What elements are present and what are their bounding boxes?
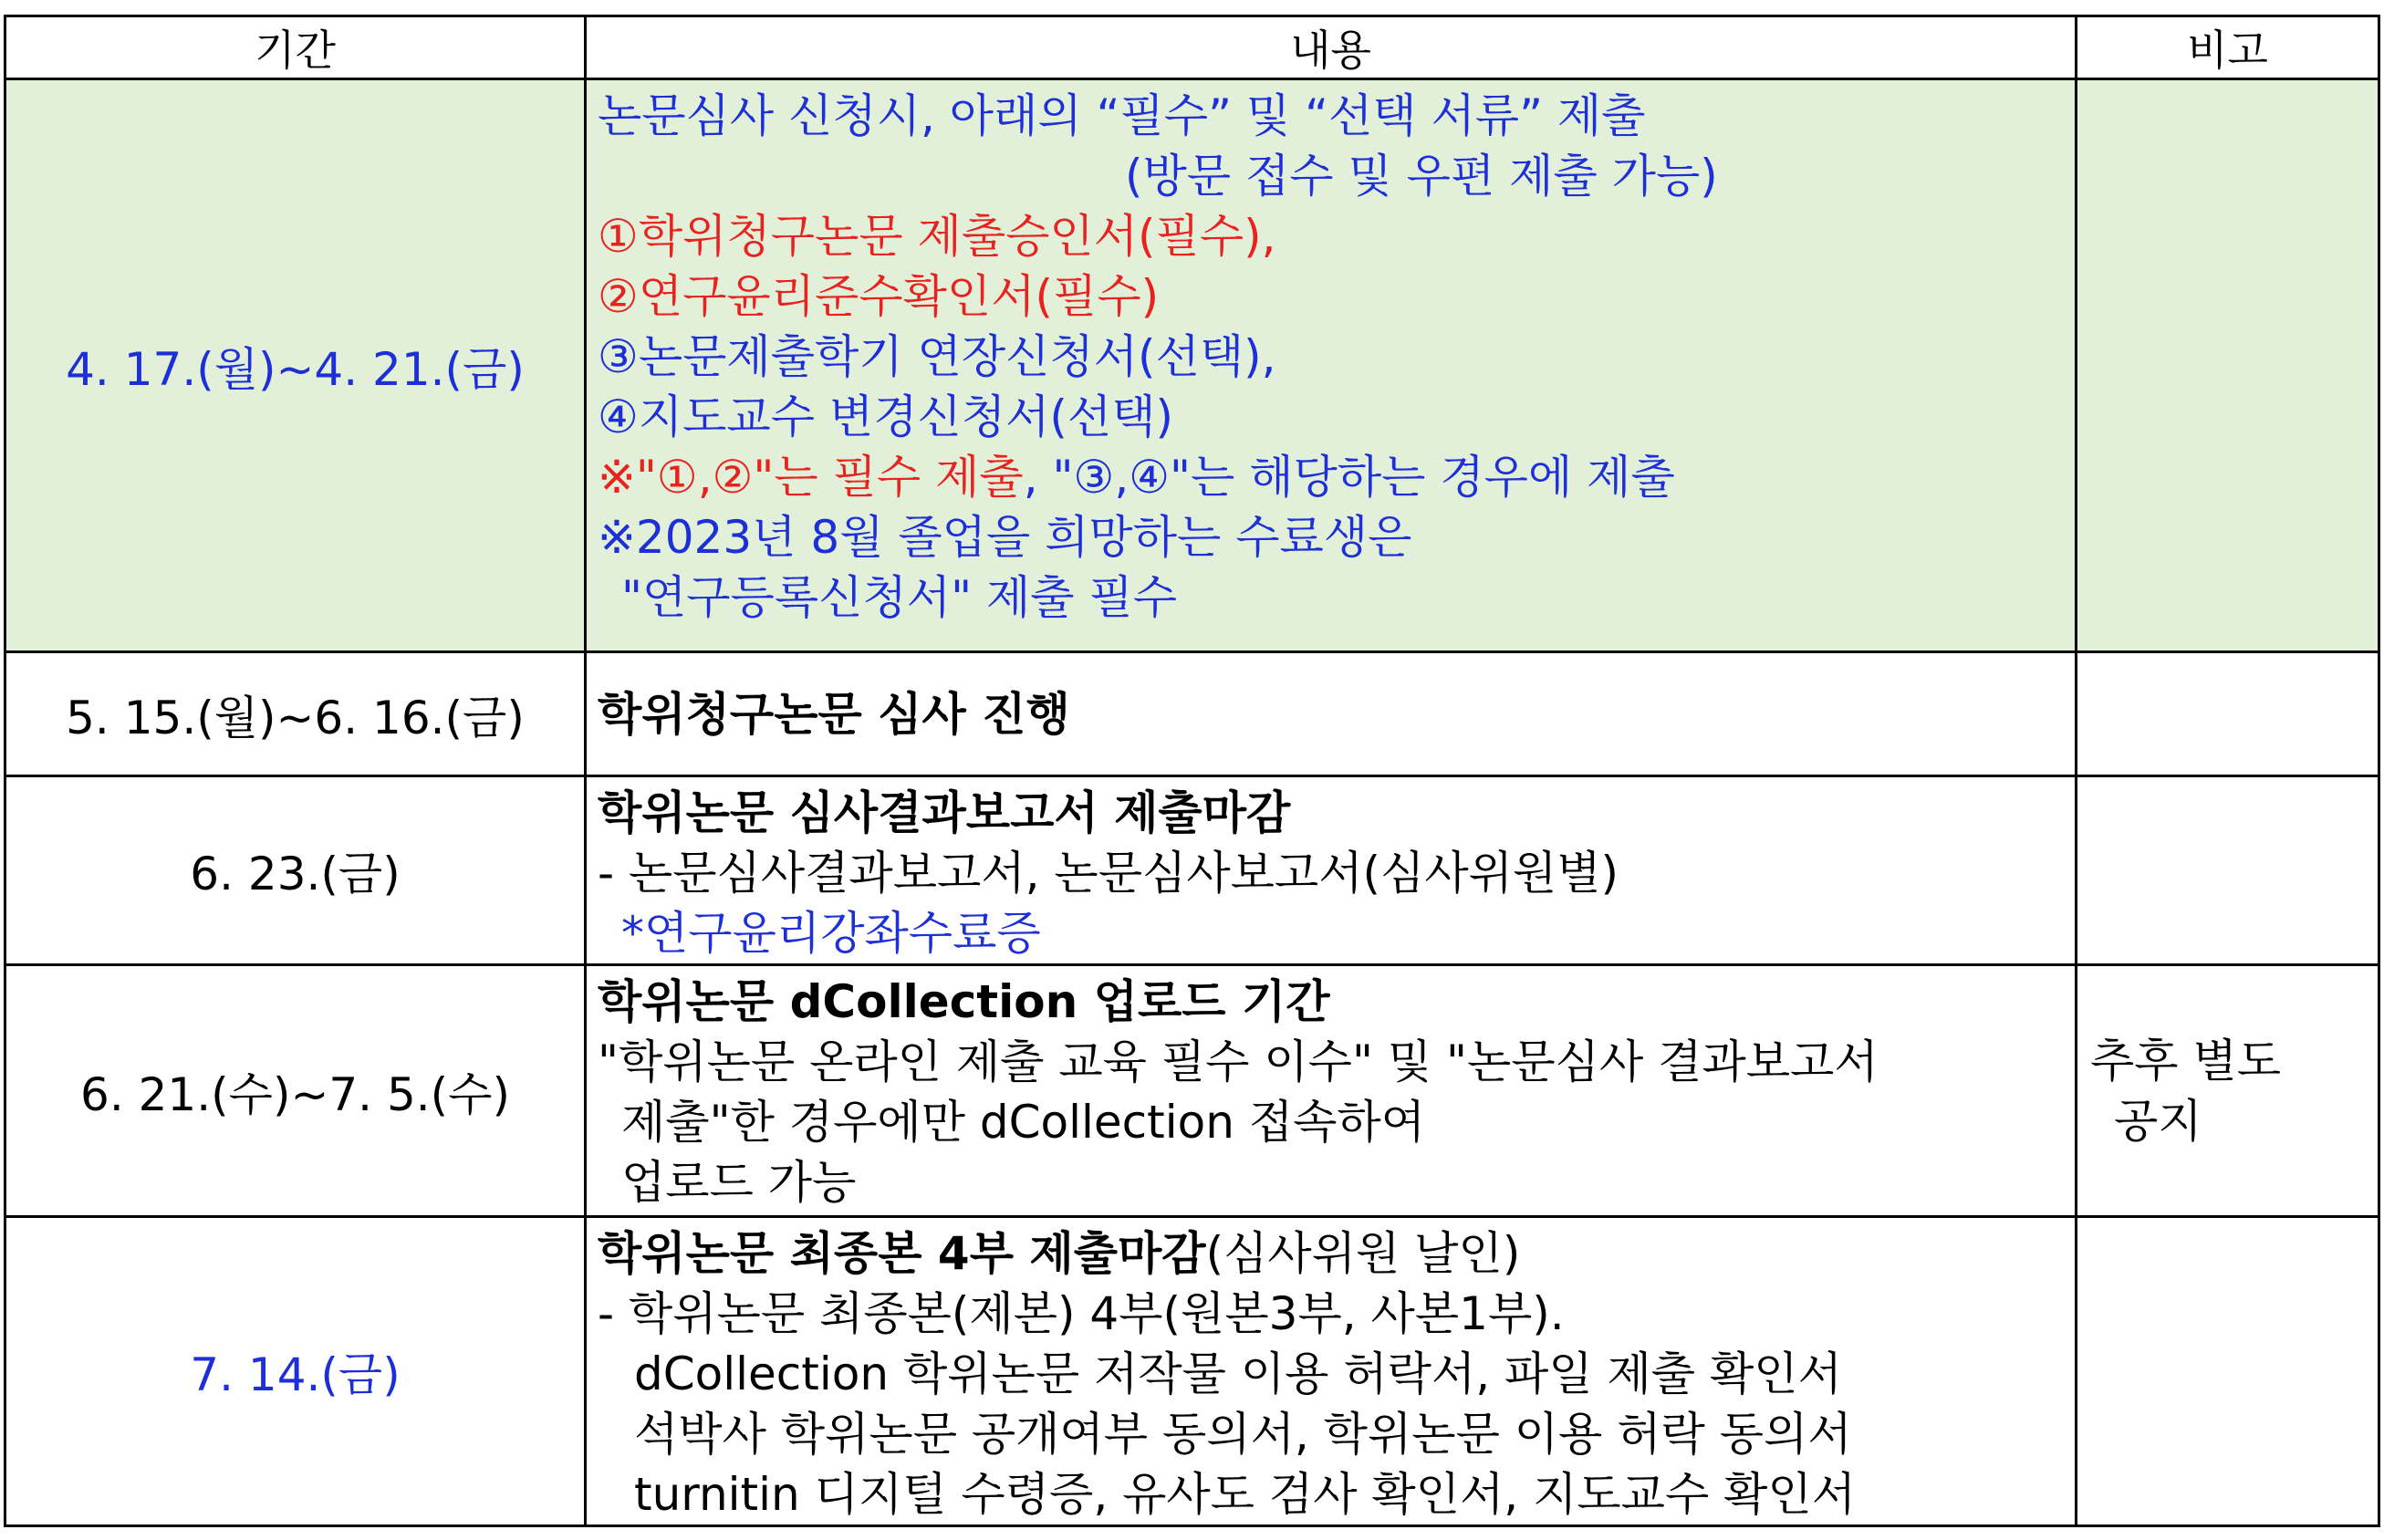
content-line: (방문 접수 및 우편 제출 가능)	[1125, 150, 1718, 203]
table-row	[5, 79, 2379, 652]
content-line: ④지도교수 변경신청서(선택)	[598, 390, 1174, 443]
header-row	[5, 16, 2379, 79]
content-line: 제출"한 경우에만 dCollection 접속하여	[621, 1096, 1426, 1149]
period-cell: 4. 17.(월)~4. 21.(금)	[5, 79, 586, 652]
note-line: 추후 별도	[2090, 1034, 2282, 1087]
schedule-table	[4, 15, 2380, 1527]
content-line	[598, 447, 2075, 507]
header-period: 기간	[5, 16, 586, 79]
content-cell	[586, 652, 2077, 776]
note-cell	[2077, 965, 2379, 1217]
optional-note: , "③,④"는 해당하는 경우에 제출	[1023, 451, 1675, 504]
content-line: ②연구윤리준수확인서(필수)	[598, 270, 1160, 323]
period-cell: 5. 15.(월)~6. 16.(금)	[5, 652, 586, 776]
header-note: 비고	[2077, 16, 2379, 79]
content-line: turnitin 디지털 수령증, 유사도 검사 확인서, 지도교수 확인서	[634, 1468, 1857, 1521]
content-line: 학위논문 심사결과보고서 제출마감	[598, 786, 1291, 839]
content-line: - 학위논문 최종본(제본) 4부(원본3부, 사본1부).	[598, 1287, 1565, 1340]
period-cell: 6. 23.(금)	[5, 776, 586, 965]
required-note: ※"①,②"는 필수 제출	[598, 451, 1024, 504]
content-line	[598, 1223, 2075, 1284]
final-title-note: (심사위원 날인)	[1205, 1227, 1521, 1280]
note-cell	[2077, 1217, 2379, 1526]
content-line: ③논문제출학기 연장신청서(선택),	[598, 330, 1276, 383]
content-line: 학위청구논문 심사 진행	[598, 687, 1070, 741]
table-row	[5, 776, 2379, 965]
content-line: ※2023년 8월 졸업을 희망하는 수료생은	[598, 511, 1412, 564]
content-line: - 논문심사결과보고서, 논문심사보고서(심사위원별)	[598, 847, 1619, 900]
content-line: *연구윤리강좌수료증	[621, 907, 1041, 960]
content-line: dCollection 학위논문 저작물 이용 허락서, 파일 제출 확인서	[634, 1348, 1842, 1400]
table-row	[5, 965, 2379, 1217]
content-line: 석박사 학위논문 공개여부 동의서, 학위논문 이용 허락 동의서	[634, 1408, 1852, 1461]
period-cell: 6. 21.(수)~7. 5.(수)	[5, 965, 586, 1217]
content-cell	[586, 1217, 2077, 1526]
table-row	[5, 652, 2379, 776]
content-cell	[586, 776, 2077, 965]
content-line: 업로드 가능	[621, 1156, 857, 1209]
note-cell	[2077, 652, 2379, 776]
note-cell	[2077, 79, 2379, 652]
content-line: ①학위청구논문 제출승인서(필수),	[598, 210, 1276, 263]
content-line: 논문심사 신청시, 아래의 “필수” 및 “선택 서류” 제출	[598, 89, 1646, 142]
period-cell: 7. 14.(금)	[5, 1217, 586, 1526]
content-cell	[586, 965, 2077, 1217]
header-content: 내용	[586, 16, 2077, 79]
table-row	[5, 1217, 2379, 1526]
note-line: 공지	[2114, 1094, 2202, 1148]
note-cell	[2077, 776, 2379, 965]
content-line: "연구등록신청서" 제출 필수	[621, 571, 1178, 624]
content-line: 학위논문 dCollection 업로드 기간	[598, 975, 1330, 1028]
content-line: "학위논문 온라인 제출 교육 필수 이수" 및 "논문심사 결과보고서	[598, 1035, 1879, 1088]
final-title: 학위논문 최종본 4부 제출마감	[598, 1227, 1206, 1280]
content-cell	[586, 79, 2077, 652]
